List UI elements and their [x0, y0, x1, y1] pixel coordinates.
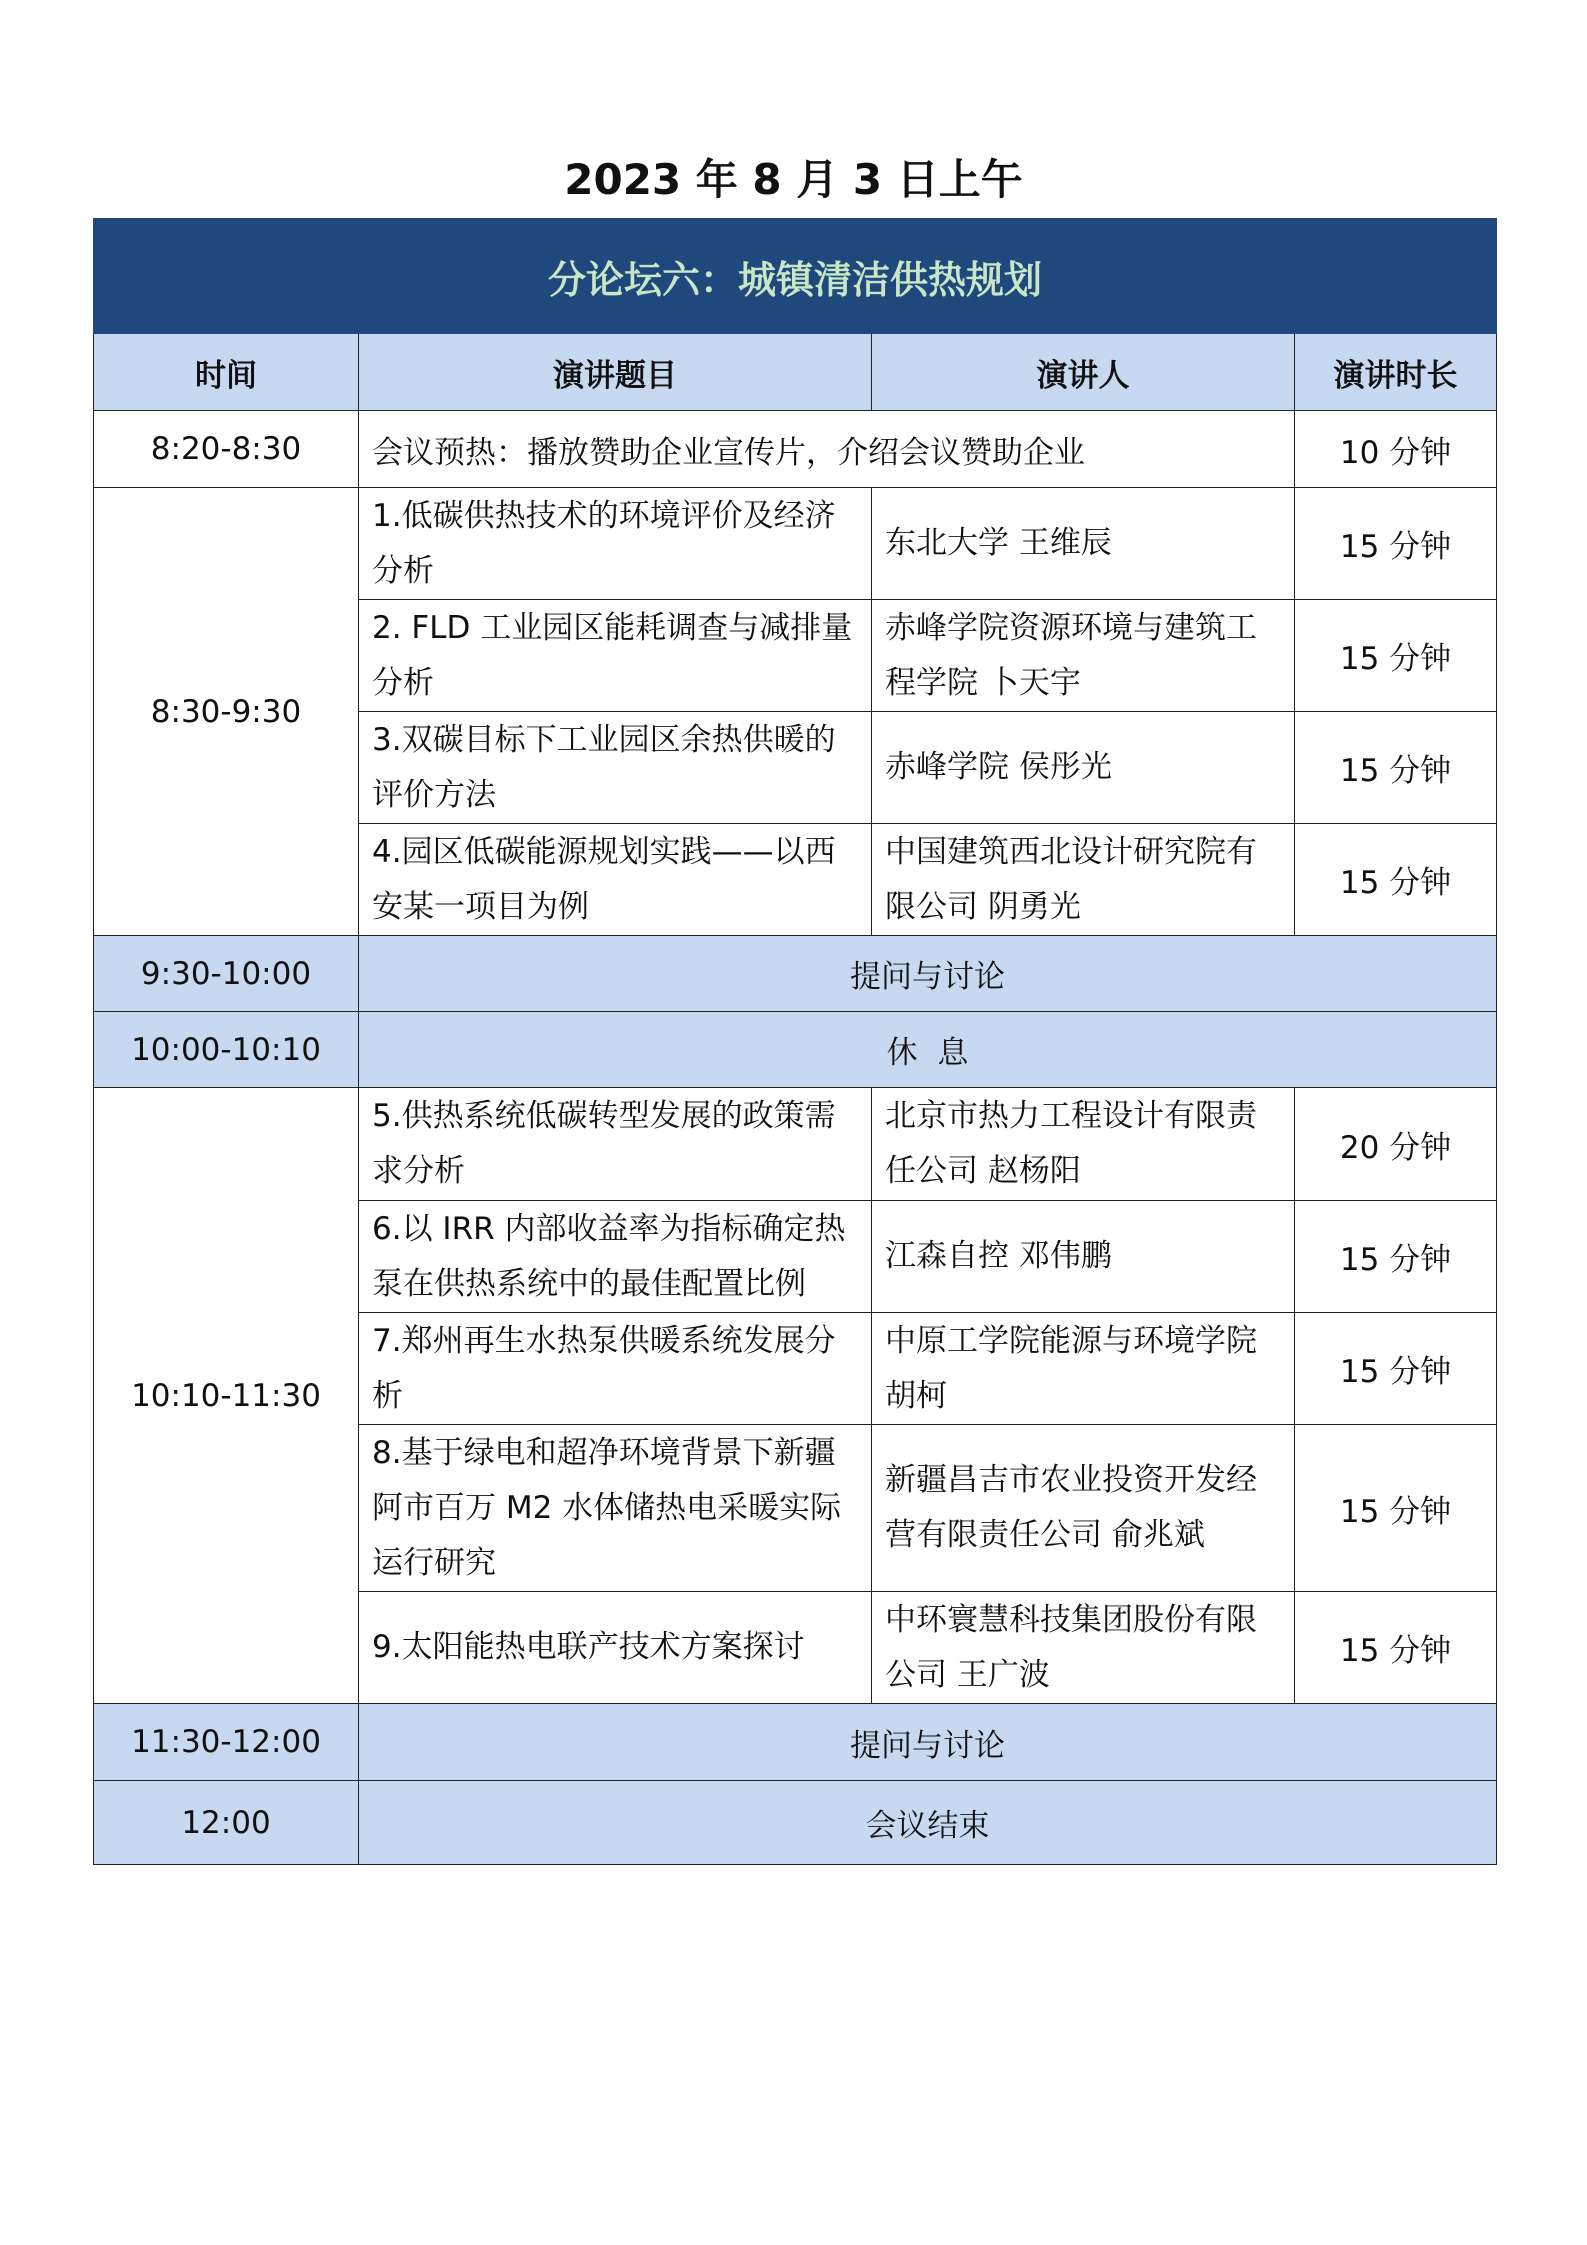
- session-label: 提问与讨论: [359, 1704, 1497, 1781]
- topic-cell: 3.双碳目标下工业园区余热供暖的评价方法: [359, 712, 872, 824]
- table-row: [94, 488, 1497, 600]
- time-cell: 8:20-8:30: [94, 411, 359, 488]
- duration-cell: 20 分钟: [1295, 1088, 1497, 1201]
- topic-cell: 会议预热：播放赞助企业宣传片，介绍会议赞助企业: [359, 411, 1295, 488]
- forum-banner-row: [94, 219, 1497, 334]
- table-row: [94, 1704, 1497, 1781]
- page-title: 2023 年 8 月 3 日上午: [564, 155, 1023, 204]
- duration-cell: 15 分钟: [1295, 600, 1497, 712]
- topic-cell: 6.以 IRR 内部收益率为指标确定热泵在供热系统中的最佳配置比例: [359, 1201, 872, 1313]
- topic-cell: 9.太阳能热电联产技术方案探讨: [359, 1592, 872, 1704]
- duration-cell: 15 分钟: [1295, 824, 1497, 936]
- schedule-table: [93, 218, 1497, 1865]
- duration-cell: 15 分钟: [1295, 1425, 1497, 1592]
- table-row: [94, 1088, 1497, 1201]
- header-speaker: 演讲人: [872, 334, 1295, 411]
- session-label: 提问与讨论: [359, 936, 1497, 1012]
- header-topic: 演讲题目: [359, 334, 872, 411]
- speaker-cell: 东北大学 王维辰: [872, 488, 1295, 600]
- table-row: [94, 411, 1497, 488]
- duration-cell: 15 分钟: [1295, 488, 1497, 600]
- duration-cell: 15 分钟: [1295, 712, 1497, 824]
- speaker-cell: 赤峰学院资源环境与建筑工程学院 卜天宇: [872, 600, 1295, 712]
- speaker-cell: 赤峰学院 侯彤光: [872, 712, 1295, 824]
- table-row: [94, 1012, 1497, 1088]
- topic-cell: 1.低碳供热技术的环境评价及经济分析: [359, 488, 872, 600]
- duration-cell: 10 分钟: [1295, 411, 1497, 488]
- table-row: [94, 936, 1497, 1012]
- speaker-cell: 北京市热力工程设计有限责任公司 赵杨阳: [872, 1088, 1295, 1201]
- time-cell: 8:30-9:30: [94, 488, 359, 936]
- time-cell: 10:00-10:10: [94, 1012, 359, 1088]
- topic-cell: 4.园区低碳能源规划实践——以西安某一项目为例: [359, 824, 872, 936]
- speaker-cell: 中原工学院能源与环境学院胡柯: [872, 1313, 1295, 1425]
- duration-cell: 15 分钟: [1295, 1592, 1497, 1704]
- header-row: [94, 334, 1497, 411]
- topic-cell: 2. FLD 工业园区能耗调查与减排量分析: [359, 600, 872, 712]
- time-cell: 12:00: [94, 1781, 359, 1865]
- duration-cell: 15 分钟: [1295, 1313, 1497, 1425]
- session-label: 会议结束: [359, 1781, 1497, 1865]
- time-cell: 11:30-12:00: [94, 1704, 359, 1781]
- session-label: 休 息: [359, 1012, 1497, 1088]
- topic-cell: 8.基于绿电和超净环境背景下新疆阿市百万 M2 水体储热电采暖实际运行研究: [359, 1425, 872, 1592]
- header-duration: 演讲时长: [1295, 334, 1497, 411]
- table-row: [94, 1781, 1497, 1865]
- topic-cell: 5.供热系统低碳转型发展的政策需求分析: [359, 1088, 872, 1201]
- header-time: 时间: [94, 334, 359, 411]
- speaker-cell: 中环寰慧科技集团股份有限公司 王广波: [872, 1592, 1295, 1704]
- forum-title: 分论坛六：城镇清洁供热规划: [94, 219, 1497, 334]
- time-cell: 10:10-11:30: [94, 1088, 359, 1704]
- time-cell: 9:30-10:00: [94, 936, 359, 1012]
- topic-cell: 7.郑州再生水热泵供暖系统发展分析: [359, 1313, 872, 1425]
- speaker-cell: 新疆昌吉市农业投资开发经营有限责任公司 俞兆斌: [872, 1425, 1295, 1592]
- speaker-cell: 中国建筑西北设计研究院有限公司 阴勇光: [872, 824, 1295, 936]
- duration-cell: 15 分钟: [1295, 1201, 1497, 1313]
- speaker-cell: 江森自控 邓伟鹏: [872, 1201, 1295, 1313]
